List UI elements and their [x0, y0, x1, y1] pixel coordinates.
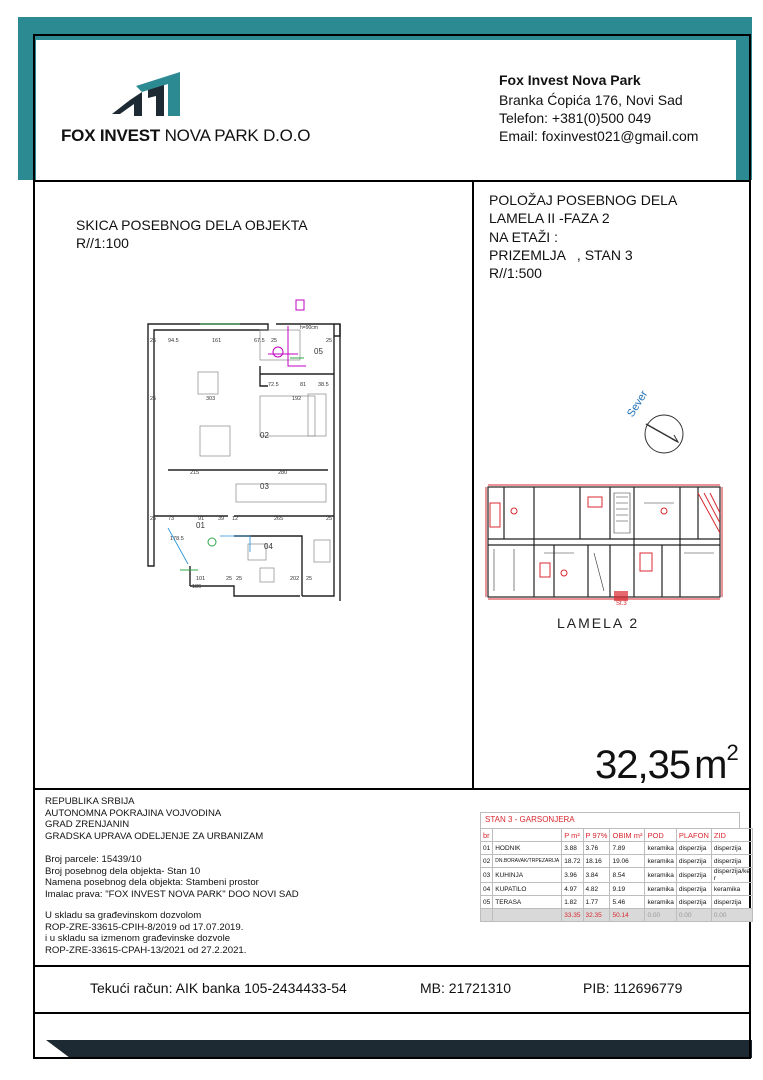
plan-dim-label: 94.5 [168, 338, 179, 344]
area-value: 32,35 [595, 743, 691, 787]
header-cell: P m² [562, 829, 583, 842]
apartment-floor-plan [140, 296, 350, 608]
position-title: POLOŽAJ POSEBNOG DELA [489, 192, 678, 208]
area-unit: m [694, 743, 727, 787]
unit-purpose: Namena posebnog dela objekta: Stambeni prostor [45, 877, 259, 888]
plan-dim-label: 25 [150, 516, 157, 522]
registry-line: GRADSKA UPRAVA ODELJENJE ZA URBANIZAM [45, 830, 264, 842]
plan-dim-label: 161 [212, 338, 222, 344]
table-row: 01 HODNIK 3.88 3.76 7.89 keramika disperzija disperzija [481, 842, 753, 855]
plan-dim-label: 73 [168, 516, 175, 522]
plan-dim-label: 25 [236, 576, 243, 582]
area-exponent: 2 [726, 740, 738, 765]
plan-dim-label: 178.5 [170, 536, 184, 542]
plan-dim-label: 303 [206, 396, 216, 402]
header-cell: POD [645, 829, 676, 842]
plan-dim-label: 192 [292, 396, 302, 402]
plan-dim-label: 72.5 [268, 382, 279, 388]
apartment-area [595, 740, 738, 788]
company-name: Fox Invest Nova Park [499, 72, 641, 88]
permit-line: ROP-ZRE-33615-CPIH-8/2019 od 17.07.2019. [45, 921, 244, 933]
table-row: 03 KUHINJA 3.96 3.84 8.54 keramika disperzija disperzija/ke r [481, 868, 753, 883]
room-number-01: 01 [196, 521, 205, 530]
sketch-title: SKICA POSEBNOG DELA OBJEKTA [76, 217, 308, 233]
permit-line: i u skladu sa izmenom građevinske dozvole [45, 933, 231, 944]
highlighted-unit-label: St.3 [616, 601, 627, 607]
company-phone: Telefon: +381(0)500 049 [499, 110, 652, 126]
header-cell: PLAFON [676, 829, 711, 842]
north-label: Sever [625, 388, 651, 420]
header-cell: ZID [711, 829, 752, 842]
logo-wordmark: FOX INVEST NOVA PARK D.O.O [61, 126, 311, 145]
dark-footer-band [90, 1040, 752, 1058]
lamela-plan-label: LAMELA 2 [557, 615, 640, 631]
table-row: 05 TERASA 1.82 1.77 5.46 keramika disperzija disperzija [481, 896, 753, 909]
company-logo [108, 70, 190, 122]
room-table-container [480, 812, 751, 922]
position-scale: R//1:500 [489, 265, 542, 281]
table-row: 02 DN.BORAVAK/TRPEZARIJA 18.72 18.16 19.06 keramika disperzija disperzija [481, 855, 753, 868]
room-number-04: 04 [264, 542, 273, 551]
room-number-05: 05 [314, 347, 323, 356]
registry-line: GRAD ZRENJANIN [45, 819, 130, 830]
plan-dim-label: 12 [232, 516, 239, 522]
position-floor-value: PRIZEMLJA , STAN 3 [489, 247, 633, 263]
sketch-scale: R//1:100 [76, 235, 129, 251]
bank-account: Tekući račun: AIK banka 105-2434433-54 [90, 980, 347, 996]
plan-dim-label: 25 [326, 338, 333, 344]
plan-dim-label: 202 [290, 576, 300, 582]
plan-dim-label: 25 [326, 516, 333, 522]
header-cell: P 97% [583, 829, 610, 842]
plan-dim-label: 25 [306, 576, 313, 582]
room-table [480, 828, 753, 922]
plan-dim-label: 101 [196, 576, 206, 582]
plan-dim-label: 186 [192, 584, 202, 590]
plan-dim-label: 25 [150, 396, 157, 402]
permit-line: ROP-ZRE-33615-CPAH-13/2021 od 27.2.2021. [45, 944, 247, 956]
parcel-number: Broj parcele: 15439/10 [45, 854, 142, 865]
plan-dim-label: 91 [198, 516, 205, 522]
plan-dim-label: 81 [300, 382, 307, 388]
room-number-03: 03 [260, 482, 269, 491]
company-pib: PIB: 112696779 [583, 980, 683, 996]
plan-dim-label: 67.5 [254, 338, 265, 344]
room-number-02: 02 [260, 431, 269, 440]
permit-line: U skladu sa građevinskom dozvolom [45, 910, 202, 921]
header-cell: br [481, 829, 493, 842]
company-address: Branka Ćopića 176, Novi Sad [499, 92, 683, 108]
registry-line: REPUBLIKA SRBIJA [45, 796, 135, 807]
highlighted-unit [614, 591, 628, 601]
plan-dim-label: 265 [274, 516, 284, 522]
table-totals-row: 33.35 32.35 50.14 0.00 0.00 0.00 [481, 909, 753, 922]
plan-dim-label: 25 [150, 338, 157, 344]
plan-dim-label: 39 [218, 516, 225, 522]
door-height-tag: h=90cm [300, 325, 318, 331]
registry-line: AUTONOMNA POKRAJINA VOJVODINA [45, 807, 222, 819]
position-floor-label: NA ETAŽI : [489, 229, 558, 245]
registry-block [45, 796, 299, 956]
room-table-title: STAN 3 - GARSONJERA [480, 812, 740, 828]
building-floor-plan [484, 483, 724, 607]
unit-number: Broj posebnog dela objekta- Stan 10 [45, 865, 201, 877]
plan-dim-label: 25 [226, 576, 233, 582]
plan-dim-label: 280 [278, 470, 288, 476]
rights-holder: Imalac prava: "FOX INVEST NOVA PARK" DOO NOVI SAD [45, 888, 299, 900]
plan-dim-label: 215 [190, 470, 200, 476]
company-mb: MB: 21721310 [420, 980, 512, 996]
room-table-header [481, 829, 753, 842]
header-cell: OBIM m² [610, 829, 645, 842]
plan-dim-label: 38.5 [318, 382, 329, 388]
position-lamela: LAMELA II -FAZA 2 [489, 210, 610, 226]
plan-dim-label: 25 [271, 338, 278, 344]
table-row: 04 KUPATILO 4.97 4.82 9.19 keramika disperzija keramika [481, 883, 753, 896]
company-email: Email: foxinvest021@gmail.com [499, 128, 699, 144]
